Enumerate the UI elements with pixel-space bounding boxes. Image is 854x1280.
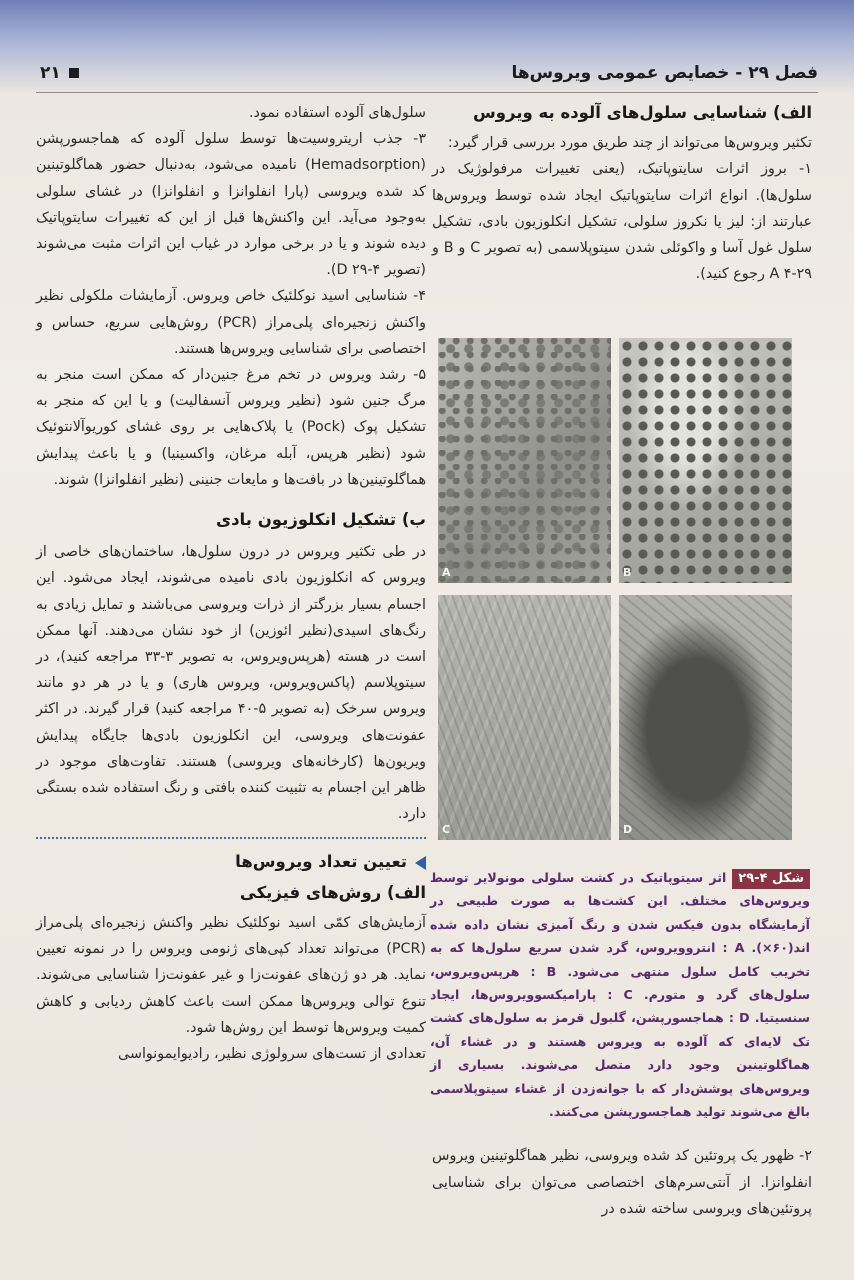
micrograph-panel-d	[619, 595, 792, 840]
item-1-paragraph: ۱- بروز اثرات سایتوپاتیک، (یعنی تغییرات مرفولوژیک در سلول‌ها). انواع اثرات سایتوپاتیک ایجاد شده توسط ویروس‌ها عبارتند از: لیز یا نکروز سلولی، تشکیل انکلوزیون بادی، تشکیل سلول غول آسا و واکوئلی شدن سیتوپلاسمی (به تصویر C و B و A ۴-۲۹ رجوع کنید).	[432, 161, 813, 283]
heading-inclusion-body: ب) تشکیل انکلوزیون بادی	[215, 510, 426, 530]
section-divider	[36, 837, 426, 839]
item-4-paragraph: ۴- شناسایی اسید نوکلئیک خاص ویروس. آزمایشات ملکولی نظیر واکنش زنجیره‌ای پلی‌مراز (PCR) روش‌هایی سریع، حساس و اختصاصی برای شناسایی ویروس‌ها هستند.	[36, 288, 426, 357]
panel-label-a: A	[442, 566, 451, 579]
figure-tag: شکل ۴-۲۹	[732, 869, 810, 889]
micrograph-panel-c	[438, 595, 611, 840]
heading-infected-cells: الف) شناسایی سلول‌های آلوده به ویروس	[473, 103, 812, 122]
page-number: ۲۱	[40, 63, 61, 83]
panel-label-d: D	[623, 823, 633, 836]
panel-label-c: C	[442, 823, 451, 836]
figure-caption-text: اثر سیتوپاتیک در کشت سلولی مونولایر توسط ویروس‌های مختلف. این کشت‌ها به صورت طبیعی در آزمایشگاه بدون فیکس شدن و رنگ آمیزی نشان داده شده اند(۶۰×). A : انتروویروس، گرد شدن سریع سلول‌ها که به تخریب کامل سلول منتهی می‌شود. B : هرپس‌ویروس، سلول‌های گرد و متورم. C : پارامیکسوویروس‌ها، ایجاد سنسیتیا. D : هماجسورپشن، گلبول قرمز به سلول‌های کشت تک لایه‌ای که آلوده به ویروس هستند و در غشاء آن، هماگلوتینین وجود دارد متصل می‌شوند. بسیاری از ویروس‌های پوشش‌دار که با جوانه‌زدن از غشاء سیتوپلاسمی بالغ می‌شوند تولید هماجسورپشن می‌کنند.	[430, 870, 811, 1120]
item-2-paragraph: ۲- ظهور یک پروتئین کد شده ویروسی، نظیر هماگلوتینین ویروس انفلوانزا. از آنتی‌سرم‌های اختصاصی می‌توان برای شناسایی پروتئین‌های ویروسی ساخته شده در	[432, 1148, 812, 1217]
physical-methods-paragraph: آزمایش‌های کمّی اسید نوکلئیک نظیر واکنش زنجیره‌ای پلی‌مراز (PCR) می‌تواند تعداد کپی‌های ژنومی ویروس را در نمونه تعیین نماید. هر دو ژن‌های عفونت‌زا و غیر عفونت‌زا شناسایی می‌شوند. تنوع توالی ویروس‌ها ممکن است باعث کاهش ردیابی و کاهش کمیت ویروس‌ها توسط این روش‌ها شود.	[36, 914, 426, 1036]
right-column	[432, 100, 812, 287]
serology-line: تعدادی از تست‌های سرولوژی نظیر، رادیوایمونواسی	[118, 1045, 426, 1062]
section-heading	[36, 849, 426, 875]
section-title: تعیین تعداد ویروس‌ها	[235, 852, 407, 872]
continuation-line: سلول‌های آلوده استفاده نمود.	[248, 105, 426, 121]
micrograph-panel-b	[619, 338, 792, 583]
page-number-group	[40, 63, 79, 83]
panel-label-b: B	[623, 566, 632, 579]
triangle-bullet-icon	[415, 856, 426, 870]
figure-caption	[430, 866, 810, 1123]
figure-grid	[438, 338, 792, 840]
right-column-bottom	[432, 1129, 812, 1236]
micrograph-panel-a	[438, 338, 611, 583]
left-column	[36, 100, 426, 1067]
header-divider	[36, 92, 818, 93]
item-5-paragraph: ۵- رشد ویروس در تخم مرغ جنین‌دار که ممکن است منجر به مرگ جنین شود (نظیر ویروس آنسفالیت) و یا این که منجر به تشکیل پوک (Pock) یا پلاک‌هایی بر روی غشای کوریوآلانتوئیک شود (نظیر هرپس، آبله مرغان، واکسینیا) و یا باعث پیدایش هماگلوتینین‌ها در بافت‌ها و مایعات جنینی (نظیر انفلوانزا) شوند.	[36, 367, 426, 488]
item-3-paragraph: ۳- جذب اریتروسیت‌ها توسط سلول آلوده که هماجسورپشن (Hemadsorption) نامیده می‌شود، به‌دنبال حضور هماگلوتینین کد شده ویروسی (پارا انفلوانزا و انفلوانزا) در غشای سلولی به‌وجود می‌آید. این واکنش‌ها قبل از این که تغییرات سایتوپاتیک دیده شوند و یا در برخی موارد در غیاب این اثرات مثبت می‌شوند (تصویر D ۲۹-۴).	[36, 131, 426, 279]
heading-physical-methods: الف) روش‌های فیزیکی	[239, 882, 426, 902]
chapter-title: فصل ۲۹ - خصایص عمومی ویروس‌ها	[511, 63, 818, 83]
intro-paragraph: تکثیر ویروس‌ها می‌تواند از چند طریق مورد بررسی قرار گیرد:	[447, 135, 812, 152]
square-bullet-icon	[69, 68, 79, 78]
inclusion-body-paragraph: در طی تکثیر ویروس در درون سلول‌ها، ساختمان‌های خاصی از ویروس که انکلوزیون بادی نامیده می‌شوند، ایجاد می‌شود. این اجسام بسیار بزرگتر از ذرات ویروسی می‌باشند و تمایل زیادی به رنگ‌های اسیدی(نظیر ائوزین) از خود نشان می‌دهند. آنها ممکن است در هسته (هرپس‌ویروس، به تصویر ۳-۳۳ مراجعه کنید)، در سیتوپلاسم (پاکس‌ویروس، ویروس هاری) و یا در هر دو مانند ویروس سرخک (به تصویر ۵-۴۰ مراجعه کنید) قرار گیرند. در اکثر عفونت‌های ویروسی، این انکلوزیون بادی‌ها جایگاه پیدایش ویریون‌ها (کارخانه‌های ویروسی) هستند. تفاوت‌های موجود در ظاهر این اجسام به تثبیت کننده بافتی و رنگ استفاده شده بستگی دارد.	[36, 544, 426, 823]
page-header	[40, 58, 818, 88]
